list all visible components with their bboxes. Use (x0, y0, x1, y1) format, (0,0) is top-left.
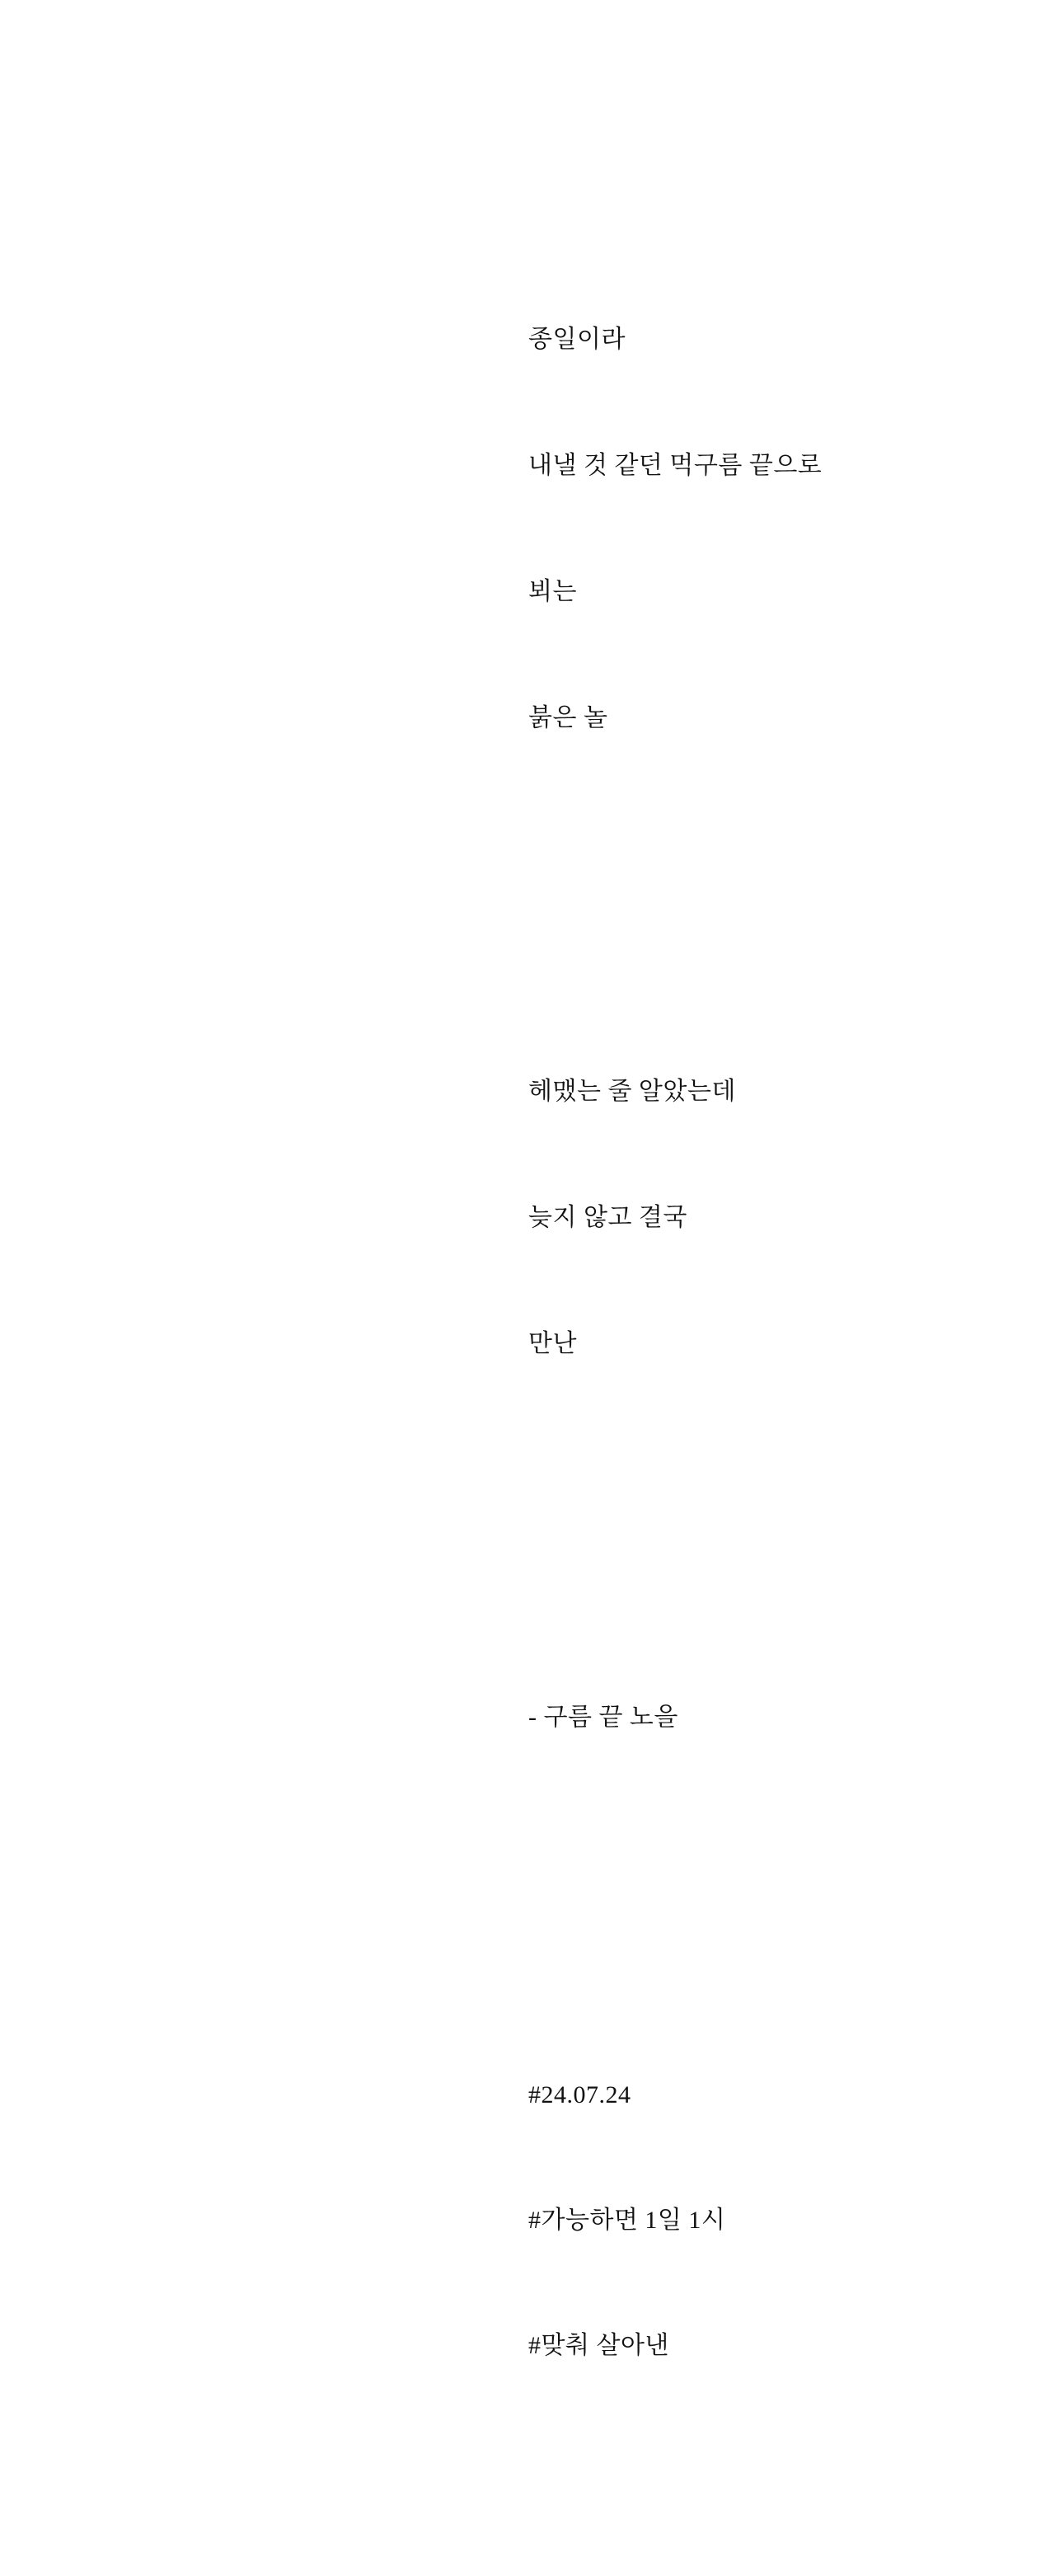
poem-title-line (528, 1612, 822, 1822)
poem-title-text: - 구름 끝 노을 (528, 1704, 678, 1731)
poem-hashtags (528, 1990, 822, 2450)
poem-line: 만난 (528, 1330, 577, 1357)
poem-stanza-2 (528, 986, 822, 1449)
poem-stanza-1 (528, 234, 822, 823)
hashtag-line: #맞춰 살아낸 (528, 2332, 669, 2359)
poem-line: 늦지 않고 결국 (528, 1204, 687, 1231)
poem-line: 종일이라 (528, 326, 626, 353)
poem-line: 뵈는 (528, 578, 577, 605)
hashtag-line: #가능하면 1일 1시 (528, 2207, 726, 2234)
poem-line: 헤맸는 줄 알았는데 (528, 1078, 736, 1105)
hashtag-line: #24.07.24 (528, 2081, 631, 2108)
poem-line: 내낼 것 같던 먹구름 끝으로 (528, 452, 823, 479)
poem-text-block (528, 108, 822, 2576)
poem-line: 붉은 놀 (528, 704, 608, 731)
